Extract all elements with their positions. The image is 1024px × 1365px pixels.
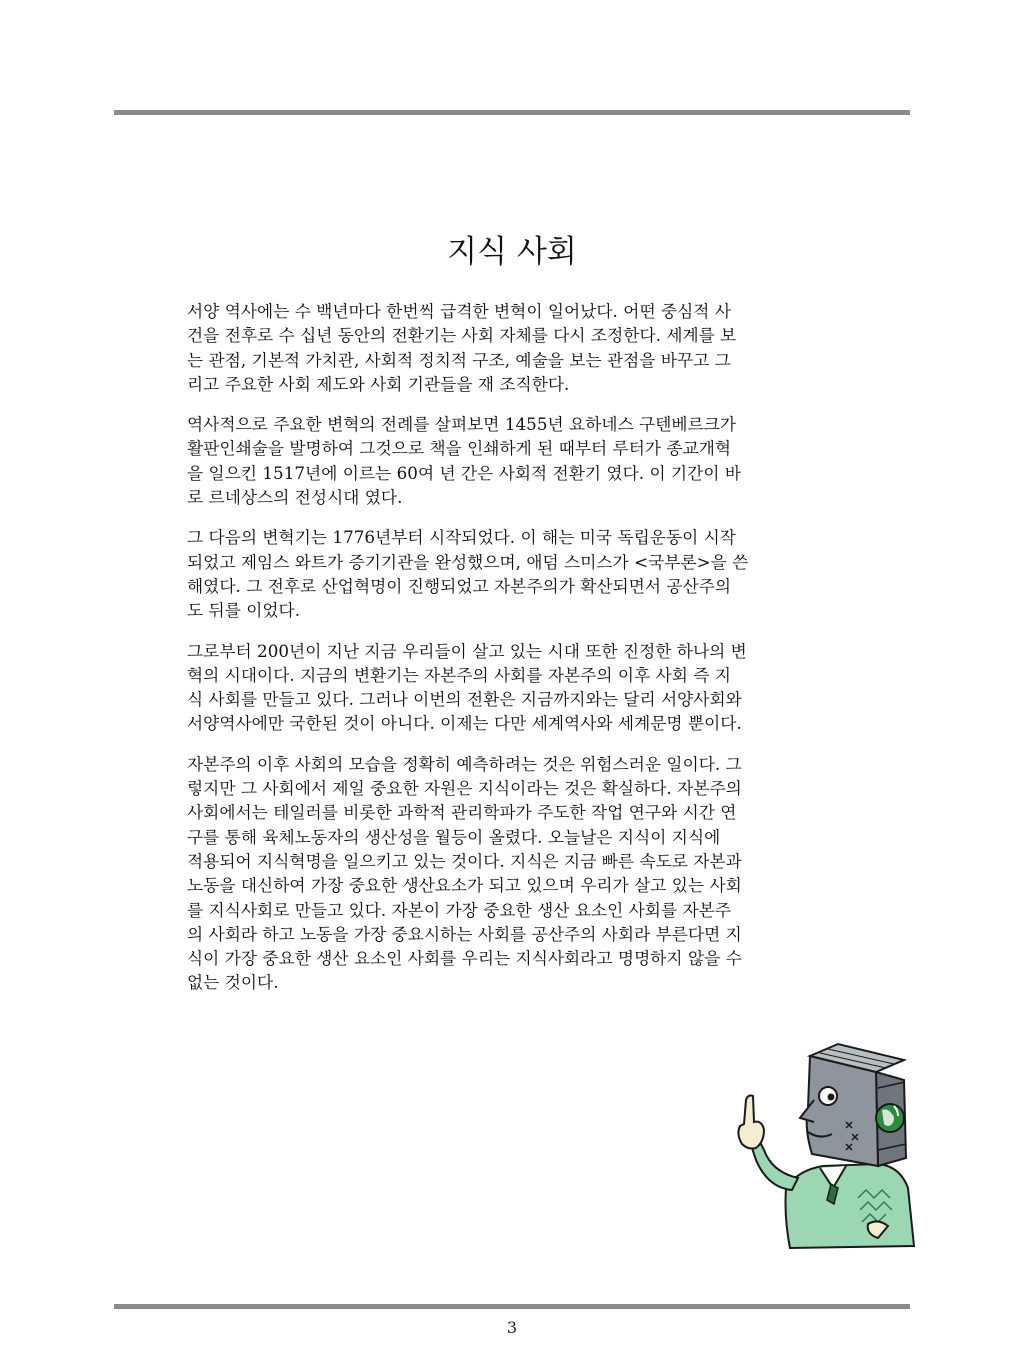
page-number: 3 bbox=[506, 1318, 518, 1337]
text-line: 식 사회를 만들고 있다. 그러나 이번의 전환은 지금까지와는 달리 서양사회와 bbox=[187, 689, 742, 710]
header-rule bbox=[114, 110, 910, 115]
text-line: 리고 주요한 사회 제도와 사회 기관들을 재 조직한다. bbox=[187, 373, 570, 394]
text-line: 도 뒤를 이었다. bbox=[187, 600, 301, 621]
text-line: 그 다음의 변혁기는 1776년부터 시작되었다. 이 해는 미국 독립운동이 시작 bbox=[187, 527, 736, 548]
text-line: 역사적으로 주요한 변혁의 전례를 살펴보면 1455년 요하네스 구텐베르크가 bbox=[187, 414, 737, 435]
text-line: 로 르네상스의 전성시대 였다. bbox=[187, 487, 403, 508]
paragraph-2 bbox=[187, 412, 842, 509]
text-line: 그로부터 200년이 지난 지금 우리들이 살고 있는 시대 또한 진정한 하나의 변 bbox=[187, 640, 747, 661]
text-line: 사회에서는 테일러를 비롯한 과학적 관리학파가 주도한 작업 연구와 시간 연 bbox=[187, 802, 737, 823]
page-title: 지식 사회 bbox=[447, 233, 577, 270]
text-line: 는 관점, 기본적 가치관, 사회적 정치적 구조, 예술을 보는 관점을 바꾸고 그 bbox=[187, 349, 731, 370]
text-line: 자본주의 이후 사회의 모습을 정확히 예측하려는 것은 위험스러운 일이다. 그 bbox=[187, 753, 742, 774]
text-line: 식이 가장 중요한 생산 요소인 사회를 우리는 지식사회라고 명명하지 않을 수 bbox=[187, 948, 742, 969]
text-line: 해였다. 그 전후로 산업혁명이 진행되었고 자본주의가 확산되면서 공산주의 bbox=[187, 575, 732, 596]
text-line: 적용되어 지식혁명을 일으키고 있는 것이다. 지식은 지금 빠른 속도로 자본과 bbox=[187, 850, 742, 871]
text-line: 의 사회라 하고 노동을 가장 중요시하는 사회를 공산주의 사회라 부른다면 지 bbox=[187, 923, 742, 944]
text-line: 를 지식사회로 만들고 있다. 자본이 가장 중요한 생산 요소인 사회를 자본주 bbox=[187, 899, 731, 920]
paragraph-5 bbox=[187, 752, 842, 995]
text-line: 활판인쇄술을 발명하여 그것으로 책을 인쇄하게 된 때부터 루터가 종교개혁 bbox=[187, 438, 732, 459]
paragraph-3 bbox=[187, 525, 842, 622]
text-line: 렇지만 그 사회에서 제일 중요한 자원은 지식이라는 것은 확실하다. 자본주의 bbox=[187, 778, 742, 799]
text-line: 구를 통해 육체노동자의 생산성을 월등이 올렸다. 오늘날은 지식이 지식에 bbox=[187, 826, 721, 847]
text-line: 서양역사에만 국한된 것이 아니다. 이제는 다만 세계역사와 세계문명 뿐이다. bbox=[187, 713, 742, 734]
text-line: 서양 역사에는 수 백년마다 한번씩 급격한 변혁이 일어났다. 어떤 중심적 사 bbox=[187, 301, 731, 321]
book-head-character-illustration bbox=[728, 1038, 918, 1252]
text-line: 건을 전후로 수 십년 동안의 전환기는 사회 자체를 다시 조정한다. 세계를 보 bbox=[187, 325, 737, 346]
text-line: 되었고 제임스 와트가 증기기관을 완성했으며, 애덤 스미스가 <국부론>을 쓴 bbox=[187, 551, 749, 572]
paragraph-1 bbox=[187, 299, 842, 396]
footer-rule bbox=[114, 1304, 910, 1309]
paragraph-4 bbox=[187, 639, 842, 736]
text-line: 혁의 시대이다. 지금의 변환기는 자본주의 사회를 자본주의 이후 사회 즉 지 bbox=[187, 664, 731, 685]
text-line: 없는 것이다. bbox=[187, 972, 279, 993]
body-text bbox=[187, 299, 842, 1011]
text-line: 을 일으킨 1517년에 이르는 60여 년 간은 사회적 전환기 였다. 이 기간이 바 bbox=[187, 462, 742, 483]
text-line: 노동을 대신하여 가장 중요한 생산요소가 되고 있으며 우리가 살고 있는 사회 bbox=[187, 875, 742, 896]
